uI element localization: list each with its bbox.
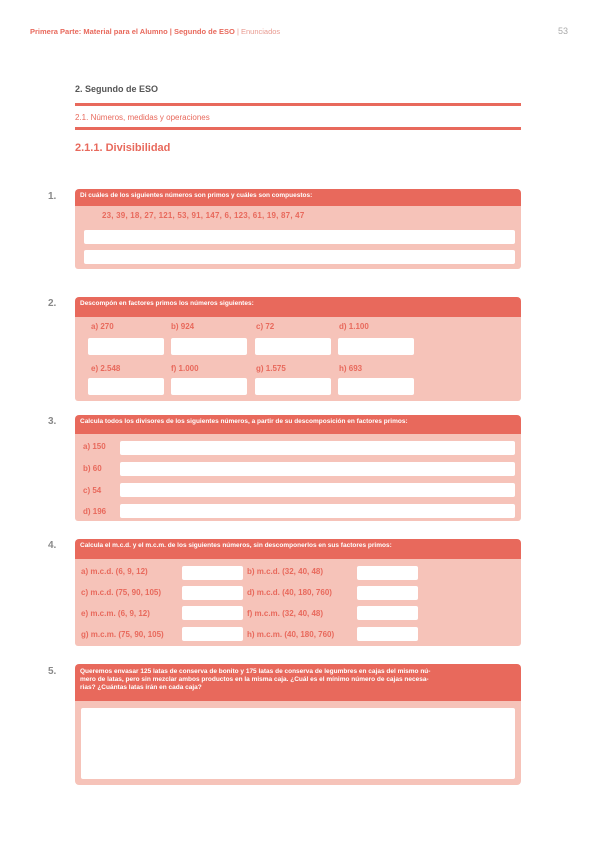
answer-field-h[interactable] (338, 378, 414, 395)
answer-field-b[interactable] (171, 338, 247, 355)
answer-field-f[interactable] (171, 378, 247, 395)
item-label: c) 54 (83, 486, 102, 495)
answer-field-a[interactable] (88, 338, 164, 355)
title-rule-bottom (75, 127, 521, 130)
answer-field-d[interactable] (120, 504, 515, 518)
title-rule-top (75, 103, 521, 106)
item-label: e) 2.548 (91, 364, 121, 373)
item-label: f) m.c.m. (32, 40, 48) (247, 609, 324, 618)
item-label: d) m.c.d. (40, 180, 760) (247, 588, 332, 597)
answer-field-d[interactable] (357, 586, 418, 600)
question-1-box (75, 206, 521, 269)
question-1-text: Di cuáles de los siguientes números son primos y cuáles son compuestos: (80, 192, 313, 199)
question-5-line-3: rias? ¿Cuántas latas irán en cada caja? (80, 684, 202, 691)
question-3-number: 3. (48, 416, 57, 427)
answer-field-h[interactable] (357, 627, 418, 641)
item-label: c) 72 (256, 322, 275, 331)
page-number: 53 (557, 26, 568, 36)
item-label: a) 150 (83, 442, 106, 451)
header-separator: | (169, 27, 172, 36)
subsection-title: 2.1. Números, medidas y operaciones (75, 113, 210, 122)
question-4-number: 4. (48, 540, 57, 551)
answer-field-2[interactable] (84, 250, 515, 264)
header-section: Enunciados (240, 27, 281, 36)
question-3-box (75, 434, 521, 521)
number-list: 23, 39, 18, 27, 121, 53, 91, 147, 6, 123, 61, 19, 87, 47 (102, 211, 305, 220)
question-3-text: Calcula todos los divisores de los siguientes números, a partir de su descomposición en factores primos: (80, 418, 408, 425)
answer-field-e[interactable] (182, 606, 243, 620)
question-1-number: 1. (48, 191, 57, 202)
question-2-box (75, 317, 521, 401)
answer-field-b[interactable] (357, 566, 418, 580)
question-4-box (75, 559, 521, 646)
question-2-text: Descompón en factores primos los números siguientes: (80, 300, 254, 307)
item-label: g) 1.575 (256, 364, 286, 373)
answer-field-e[interactable] (88, 378, 164, 395)
answer-area[interactable] (81, 708, 515, 779)
item-label: e) m.c.m. (6, 9, 12) (81, 609, 150, 618)
subsubsection-title: 2.1.1. Divisibilidad (75, 142, 171, 154)
question-4-header (75, 539, 521, 559)
item-label: f) 1.000 (171, 364, 199, 373)
answer-field-b[interactable] (120, 462, 515, 476)
section-title: 2. Segundo de ESO (75, 84, 159, 94)
question-4-text: Calcula el m.c.d. y el m.c.m. de los siguientes números, sin descomponerlos en sus factores primos: (80, 542, 392, 549)
answer-field-a[interactable] (120, 441, 515, 455)
answer-field-c[interactable] (255, 338, 331, 355)
question-5-number: 5. (48, 666, 57, 677)
header-part: Primera Parte: Material para el Alumno (30, 27, 168, 36)
item-label: b) 60 (83, 464, 102, 473)
question-5-line-1: Queremos envasar 125 latas de conserva de bonito y 175 latas de conserva de legumbres en cajas del mismo nú- (80, 668, 431, 675)
item-label: h) 693 (339, 364, 363, 373)
running-header (30, 27, 280, 36)
item-label: b) 924 (171, 322, 195, 331)
item-label: d) 1.100 (339, 322, 369, 331)
answer-field-a[interactable] (182, 566, 243, 580)
item-label: a) 270 (91, 322, 114, 331)
answer-field-c[interactable] (182, 586, 243, 600)
header-course: Segundo de ESO (174, 27, 235, 36)
item-label: g) m.c.m. (75, 90, 105) (81, 630, 164, 639)
answer-field-f[interactable] (357, 606, 418, 620)
answer-field-g[interactable] (255, 378, 331, 395)
answer-field-d[interactable] (338, 338, 414, 355)
question-5-header (75, 664, 521, 701)
item-label: c) m.c.d. (75, 90, 105) (81, 588, 162, 597)
header-separator-2: | (236, 27, 239, 36)
question-3-header (75, 415, 521, 434)
item-label: a) m.c.d. (6, 9, 12) (81, 567, 148, 576)
question-2-number: 2. (48, 298, 57, 309)
answer-field-g[interactable] (182, 627, 243, 641)
item-label: d) 196 (83, 507, 107, 516)
question-2-header (75, 297, 521, 317)
item-label: h) m.c.m. (40, 180, 760) (247, 630, 335, 639)
item-label: b) m.c.d. (32, 40, 48) (247, 567, 324, 576)
question-5-box (75, 701, 521, 785)
question-5-line-2: mero de latas, pero sin mezclar ambos productos en la misma caja. ¿Cuál es el mínimo número de cajas necesa- (80, 676, 429, 683)
answer-field-1[interactable] (84, 230, 515, 244)
question-1-header (75, 189, 521, 206)
answer-field-c[interactable] (120, 483, 515, 497)
